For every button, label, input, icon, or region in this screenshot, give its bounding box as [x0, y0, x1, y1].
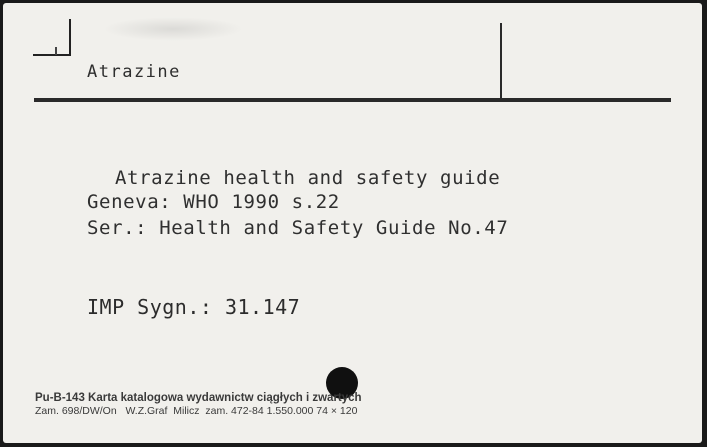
corner-mark	[33, 19, 73, 61]
corner-mark-tick	[55, 47, 57, 55]
card-title-line: Atrazine health and safety guide	[115, 167, 501, 189]
card-footer-line-1: Pu-B-143 Karta katalogowa wydawnictw ciągłych i zwartych	[35, 392, 362, 404]
vertical-rule	[500, 23, 502, 99]
catalog-card	[3, 3, 702, 443]
card-footer-line-2: Zam. 698/DW/On W.Z.Graf Milicz zam. 472-84 1.550.000 74 × 120	[35, 405, 358, 417]
corner-mark-vertical	[69, 19, 71, 55]
shelf-mark: IMP Sygn.: 31.147	[87, 295, 301, 319]
card-series-line: Ser.: Health and Safety Guide No.47	[87, 217, 509, 239]
card-heading: Atrazine	[87, 62, 181, 82]
card-smudge	[103, 17, 243, 41]
corner-mark-horizontal	[33, 54, 71, 56]
card-publisher-line: Geneva: WHO 1990 s.22	[87, 191, 340, 213]
horizontal-rule	[34, 98, 671, 102]
